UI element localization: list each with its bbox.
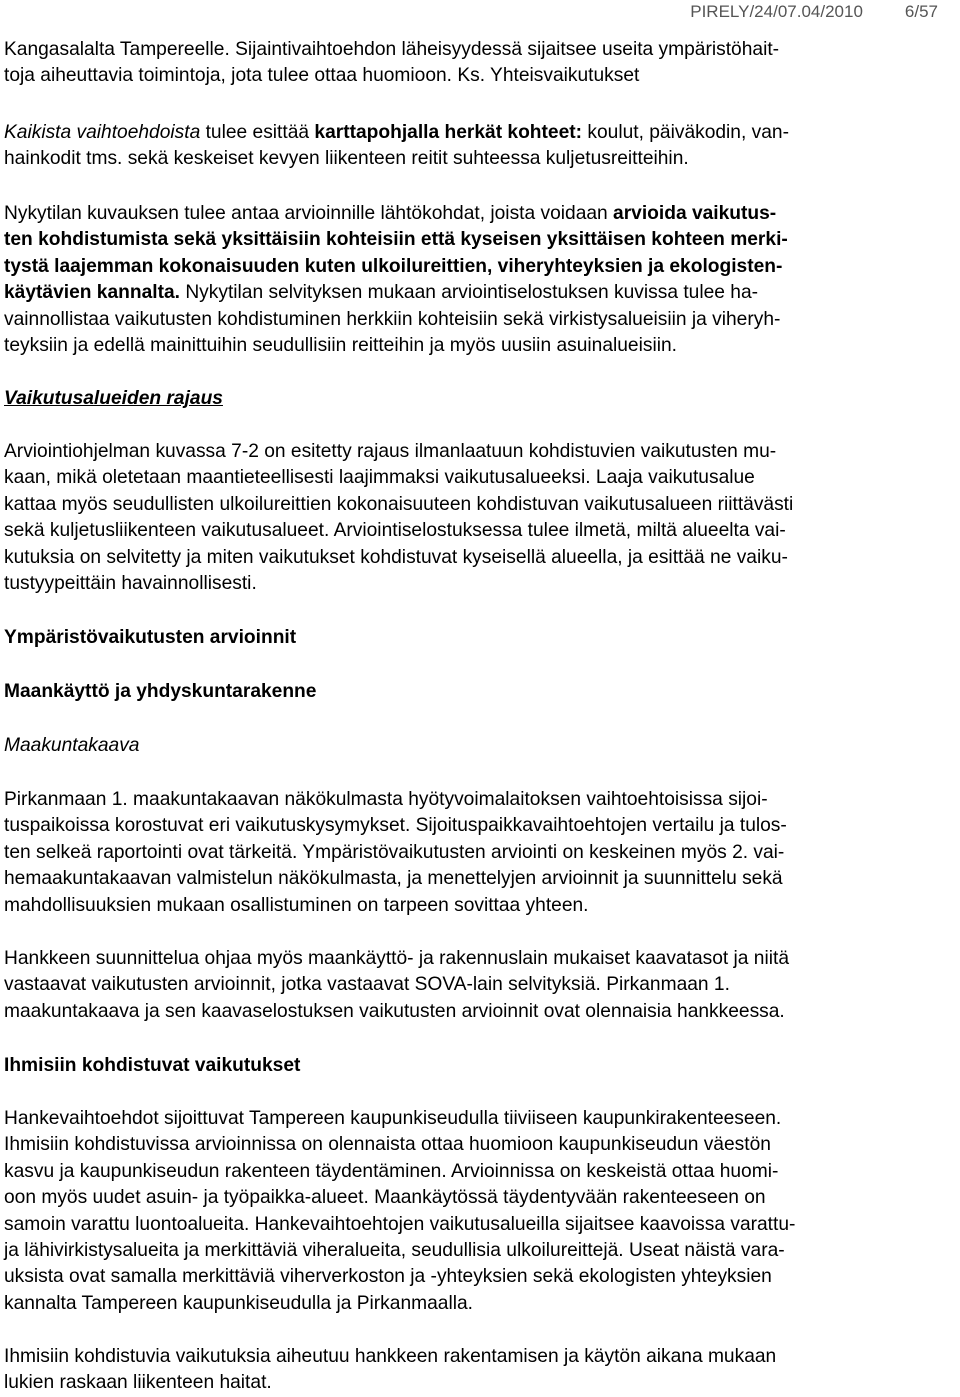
- bold-text: karttapohjalla herkät kohteet:: [314, 122, 583, 143]
- text-line: vastaavat vaikutusten arvioinnit, jotka vastaavat SOVA-lain selvityksiä. Pirkanmaan 1.: [4, 974, 730, 996]
- text-line: ja lähivirkistysalueita ja merkittäviä viheralueita, seudullisia ulkoilureittejä. Useat näistä vara-: [4, 1240, 785, 1262]
- text-span: Nykytilan kuvauksen tulee antaa arvioinnille lähtökohdat, joista voidaan: [4, 203, 614, 224]
- text-line: samoin varattu luontoalueita. Hankevaihtoehtojen vaikutusalueilla sijaitsee kaavoissa varattu-: [4, 1213, 796, 1235]
- bold-text: arvioida vaikutus-: [613, 203, 777, 224]
- text-line: [4, 120, 948, 146]
- text-line: kannalta Tampereen kaupunkiseudulla ja Pirkanmaalla.: [4, 1292, 473, 1314]
- paragraph-human-impacts: [4, 1106, 948, 1317]
- text-line: Hankevaihtoehdot sijoittuvat Tampereen kaupunkiseudulla tiiviiseen kaupunkirakenteeseen.: [4, 1108, 782, 1129]
- paragraph-planning-levels: [4, 946, 948, 1025]
- text-line: tustyypeittäin havainnollisesti.: [4, 573, 257, 595]
- section-heading-land-use: Maankäyttö ja yhdyskuntarakenne: [4, 681, 317, 702]
- paragraph-regional-plan: [4, 787, 948, 919]
- text-line: teyksiin ja edellä mainittuihin seudullisiin reitteihin ja myös uusiin asuinalueisiin.: [4, 335, 677, 357]
- text-line: maakuntakaava ja sen kaavaselostuksen vaikutusten arvioinnit ovat olennaisia hankkeessa.: [4, 1000, 785, 1022]
- text-line: toja aiheuttavia toimintoja, jota tulee ottaa huomioon. Ks. Yhteisvaikutukset: [4, 65, 640, 87]
- text-line: Hankkeen suunnittelua ohjaa myös maankäyttö- ja rakennuslain mukaiset kaavatasot ja niitä: [4, 948, 790, 969]
- text-line: Ihmisiin kohdistuvissa arvioinnissa on olennaista ottaa huomioon kaupunkiseudun väestön: [4, 1134, 771, 1156]
- text-line: vainnollistaa vaikutusten kohdistuminen herkkiin kohteisiin sekä virkistysalueisiin ja viheryh-: [4, 308, 781, 330]
- text-line: oon myös uudet asuin- ja työpaikka-alueet. Maankäytössä täydentyvään rakenteeseen on: [4, 1187, 766, 1209]
- text-line: kattaa myös seudullisten ulkoilureittien kokonaisuuteen kohdistuvan vaikutusalueen riittävästi: [4, 493, 794, 515]
- text-line: Pirkanmaan 1. maakuntakaavan näkökulmasta hyötyvoimalaitoksen vaihtoehtoisissa sijoi-: [4, 789, 768, 810]
- text-line: [4, 280, 948, 306]
- section-heading-environmental-assessments: Ympäristövaikutusten arvioinnit: [4, 627, 297, 648]
- text-span: Nykytilan selvityksen mukaan arviointiselostuksen kuvissa tulee ha-: [179, 282, 758, 304]
- bold-text: käytävien kannalta.: [4, 282, 180, 304]
- paragraph-impact-area: [4, 439, 948, 597]
- paragraph-current-state: [4, 201, 948, 359]
- paragraph-sensitive-sites: [4, 120, 948, 173]
- text-line: lukien raskaan liikenteen haitat.: [4, 1372, 272, 1394]
- text-line: Kangasalalta Tampereelle. Sijaintivaihtoehdon läheisyydessä sijaitsee useita ympäristöhait-: [4, 39, 780, 60]
- text-span: koulut, päiväkodin, van-: [582, 122, 789, 143]
- text-line: uksista ovat samalla merkittäviä viherverkoston ja -yhteyksien sekä ekologisten yhteyksien: [4, 1266, 772, 1288]
- text-line: Arviointiohjelman kuvassa 7-2 on esitetty rajaus ilmanlaatuun kohdistuvien vaikutusten mu-: [4, 441, 777, 462]
- section-heading-regional-plan: Maakuntakaava: [4, 735, 140, 756]
- section-heading-impact-area: Vaikutusalueiden rajaus: [4, 388, 223, 409]
- text-span: tulee esittää: [200, 122, 315, 143]
- text-line: tuspaikoissa korostuvat eri vaikutuskysymykset. Sijoituspaikkavaihtoehtojen vertailu ja tulos-: [4, 815, 787, 837]
- text-line: hemaakuntakaavan valmistelun näkökulmasta, ja menettelyjen arvioinnit ja suunnittelu sekä: [4, 868, 783, 890]
- text-line: kutuksia on selvitetty ja miten vaikutukset kohdistuvat kyseisellä alueella, ja esittää ne vaiku-: [4, 546, 788, 568]
- text-line: kasvu ja kaupunkiseudun rakenteen täydentäminen. Arvioinnissa on keskeistä ottaa huomi-: [4, 1160, 779, 1182]
- text-line: [4, 201, 948, 227]
- text-line: ten selkeä raportointi ovat tärkeitä. Ympäristövaikutusten arviointi on keskeinen myös 2. vai-: [4, 841, 785, 863]
- page-header: [4, 0, 938, 24]
- text-line: kaan, mikä oletetaan maantieteellisesti laajimmaksi vaikutusalueeksi. Laaja vaikutusalue: [4, 467, 755, 489]
- paragraph-construction-impacts: [4, 1344, 948, 1397]
- text-line: sekä kuljetusliikenteen vaikutusalueet. Arviointiselostuksessa tulee ilmetä, miltä alueelta vai-: [4, 520, 786, 542]
- italic-text: Kaikista vaihtoehdoista: [4, 122, 201, 143]
- page-number: 6/57: [904, 2, 938, 21]
- text-line: mahdollisuuksien mukaan osallistuminen on tarpeen sovittaa yhteen.: [4, 894, 589, 916]
- text-line: hainkodit tms. sekä keskeiset kevyen liikenteen reitit suhteessa kuljetusreitteihin.: [4, 148, 689, 170]
- document-id: PIRELY/24/07.04/2010: [690, 2, 863, 21]
- section-heading-human-impacts: Ihmisiin kohdistuvat vaikutukset: [4, 1055, 301, 1076]
- text-line: ten kohdistumista sekä yksittäisiin kohteisiin että kyseisen yksittäisen kohteen merki-: [4, 229, 788, 251]
- paragraph-hazards: [4, 37, 948, 90]
- text-line: tystä laajemman kokonaisuuden kuten ulkoilureittien, viheryhteyksien ja ekologisten-: [4, 255, 783, 277]
- text-line: Ihmisiin kohdistuvia vaikutuksia aiheutuu hankkeen rakentamisen ja käytön aikana mukaan: [4, 1346, 777, 1367]
